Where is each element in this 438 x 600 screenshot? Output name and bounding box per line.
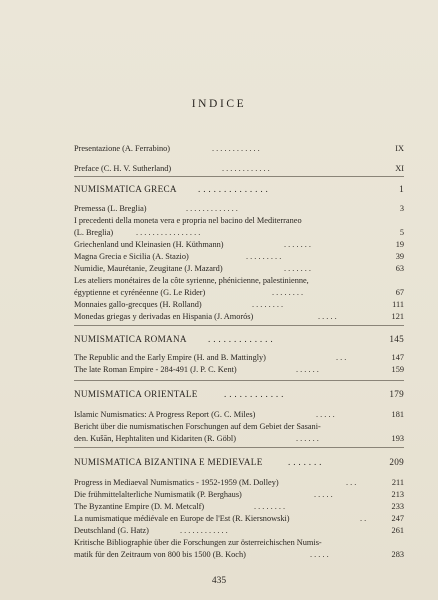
- toc-entry: Die frühmittelalterliche Numismatik (P. Berghaus) . . . . . 213: [74, 490, 404, 499]
- toc-entry: Preface (C. H. V. Sutherland) . . . . . . . . . . . . XI: [74, 164, 404, 173]
- toc-entry: The Byzantine Empire (D. M. Metcalf) . . . . . . . . 233: [74, 502, 404, 511]
- toc-entry: Islamic Numismatics: A Progress Report (G. C. Miles) . . . . . 181: [74, 410, 404, 419]
- toc-entry: Numidie, Maurétanie, Zeugitane (J. Mazard) . . . . . . . 63: [74, 264, 404, 273]
- toc-entry: The Republic and the Early Empire (H. and B. Mattingly) . . . 147: [74, 353, 404, 362]
- toc-entry: I precedenti della moneta vera e propria nel bacino del Mediterraneo: [74, 216, 302, 225]
- section-heading-greca: NUMISMATICA GRECA . . . . . . . . . . . . . . 1: [74, 184, 404, 194]
- toc-entry: Presentazione (A. Ferrabino) . . . . . . . . . . . . IX: [74, 144, 404, 153]
- section-heading-bizantina: NUMISMATICA BIZANTINA E MEDIEVALE . . . . . . . 209: [74, 457, 404, 467]
- toc-entry: Les ateliers monétaires de la côte syrienne, phénicienne, palestinienne,: [74, 276, 309, 285]
- divider: [74, 176, 404, 177]
- toc-entry: Bericht über die numismatischen Forschungen auf dem Gebiet der Sasani-: [74, 422, 321, 431]
- front-matter: [74, 143, 404, 175]
- toc-entry: égyptienne et cyrénéenne (G. Le Rider) . . . . . . . . 67: [74, 288, 404, 297]
- page-title: INDICE: [191, 98, 247, 110]
- toc-entry: Monedas griegas y derivadas en Hispania (J. Amorós) . . . . . 121: [74, 312, 404, 321]
- toc-entry: den. Kušān, Hephtaliten und Kidariten (R. Göbl) . . . . . . 193: [74, 434, 404, 443]
- toc-entry: matik für den Zeitraum von 800 bis 1500 (B. Koch) . . . . . 283: [74, 550, 404, 559]
- section-entries-bizantina: [74, 477, 404, 561]
- toc-entry: Monnaies gallo-grecques (H. Rolland) . . . . . . . . 111: [74, 300, 404, 309]
- divider: [74, 447, 404, 448]
- toc-entry: (L. Breglia) . . . . . . . . . . . . . . . . 5: [74, 228, 404, 237]
- section-entries-romana: [74, 352, 404, 376]
- section-entries-greca: [74, 203, 404, 323]
- toc-entry: Magna Grecia e Sicilia (A. Stazio) . . . . . . . . . 39: [74, 252, 404, 261]
- toc-entry: La numismatique médiévale en Europe de l'Est (R. Kiersnowski) . . 247: [74, 514, 404, 523]
- toc-entry: Kritische Bibliographie über die Forschungen zur österreichischen Numis-: [74, 538, 322, 547]
- section-heading-romana: NUMISMATICA ROMANA . . . . . . . . . . . . . 145: [74, 334, 404, 344]
- section-entries-orientale: [74, 409, 404, 445]
- toc-entry: Griechenland und Kleinasien (H. Küthmann) . . . . . . . 19: [74, 240, 404, 249]
- toc-entry: Progress in Mediaeval Numismatics - 1952-1959 (M. Dolley) . . . 211: [74, 478, 404, 487]
- toc-entry: Premessa (L. Breglia) . . . . . . . . . . . . . 3: [74, 204, 404, 213]
- page-number: 435: [211, 576, 227, 586]
- divider: [74, 325, 404, 326]
- toc-entry: Deutschland (G. Hatz) . . . . . . . . . . . . 261: [74, 526, 404, 535]
- section-heading-orientale: NUMISMATICA ORIENTALE . . . . . . . . . . . . 179: [74, 389, 404, 399]
- divider: [74, 380, 404, 381]
- toc-entry: The late Roman Empire - 284-491 (J. P. C. Kent) . . . . . . 159: [74, 365, 404, 374]
